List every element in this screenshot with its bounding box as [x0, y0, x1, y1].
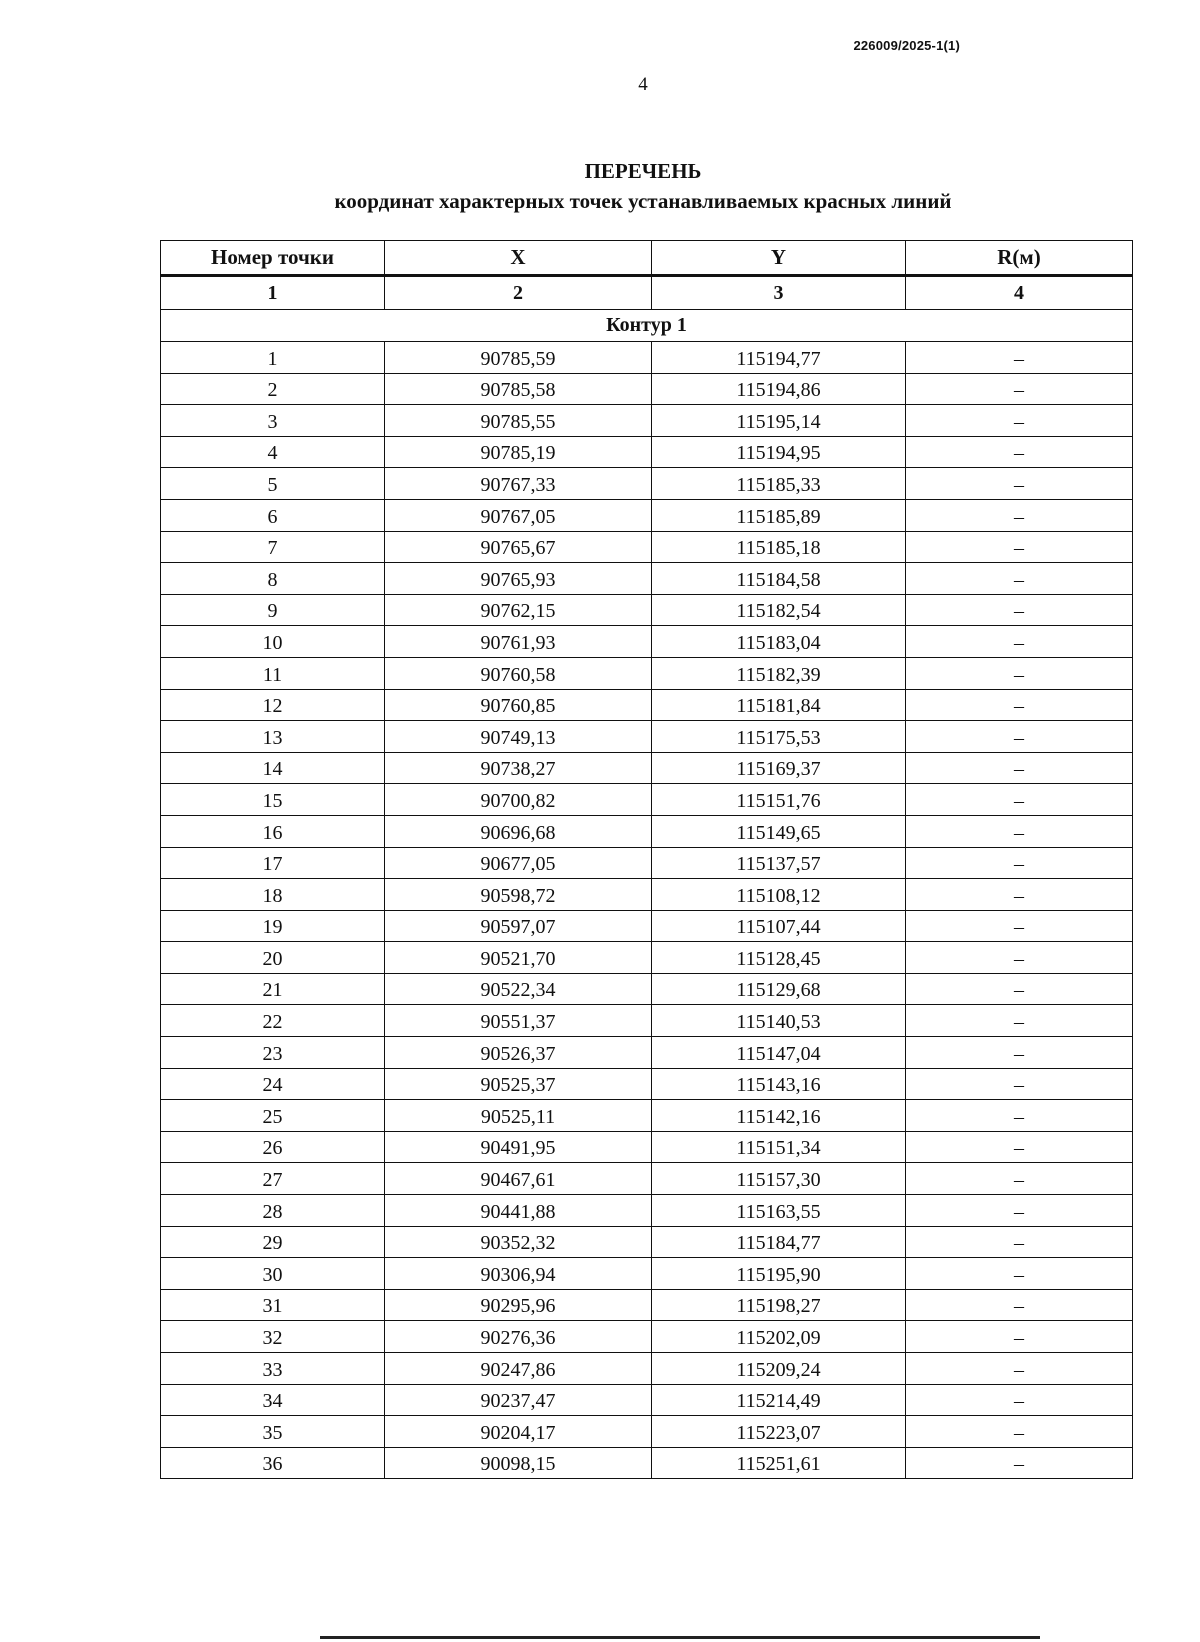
point-number-cell: 2 — [161, 373, 385, 405]
y-cell: 115163,55 — [652, 1195, 906, 1227]
y-cell: 115140,53 — [652, 1005, 906, 1037]
y-cell: 115198,27 — [652, 1289, 906, 1321]
point-number-cell: 4 — [161, 436, 385, 468]
point-number-cell: 34 — [161, 1384, 385, 1416]
table-row — [161, 910, 1133, 942]
point-number-cell: 33 — [161, 1353, 385, 1385]
y-cell: 115128,45 — [652, 942, 906, 974]
x-cell: 90785,59 — [385, 342, 652, 374]
x-cell: 90765,93 — [385, 563, 652, 595]
y-cell: 115137,57 — [652, 847, 906, 879]
radius-cell: – — [906, 1384, 1133, 1416]
footer-divider — [320, 1636, 1040, 1639]
radius-cell: – — [906, 815, 1133, 847]
table-row — [161, 1131, 1133, 1163]
header-x: X — [385, 241, 652, 276]
y-cell: 115185,33 — [652, 468, 906, 500]
x-cell: 90765,67 — [385, 531, 652, 563]
x-cell: 90700,82 — [385, 784, 652, 816]
radius-cell: – — [906, 847, 1133, 879]
table-row — [161, 1258, 1133, 1290]
x-cell: 90760,85 — [385, 689, 652, 721]
radius-cell: – — [906, 1163, 1133, 1195]
point-number-cell: 11 — [161, 657, 385, 689]
y-cell: 115142,16 — [652, 1100, 906, 1132]
y-cell: 115175,53 — [652, 721, 906, 753]
x-cell: 90467,61 — [385, 1163, 652, 1195]
y-cell: 115202,09 — [652, 1321, 906, 1353]
x-cell: 90598,72 — [385, 879, 652, 911]
radius-cell: – — [906, 373, 1133, 405]
y-cell: 115182,54 — [652, 594, 906, 626]
x-cell: 90491,95 — [385, 1131, 652, 1163]
table-row — [161, 1416, 1133, 1448]
x-cell: 90767,05 — [385, 499, 652, 531]
table-row — [161, 1100, 1133, 1132]
y-cell: 115194,86 — [652, 373, 906, 405]
radius-cell: – — [906, 721, 1133, 753]
page-number: 4 — [638, 74, 648, 95]
point-number-cell: 27 — [161, 1163, 385, 1195]
header-radius: R(м) — [906, 241, 1133, 276]
point-number-cell: 24 — [161, 1068, 385, 1100]
point-number-cell: 31 — [161, 1289, 385, 1321]
table-row — [161, 436, 1133, 468]
table-row — [161, 721, 1133, 753]
x-cell: 90522,34 — [385, 973, 652, 1005]
radius-cell: – — [906, 1195, 1133, 1227]
y-cell: 115157,30 — [652, 1163, 906, 1195]
y-cell: 115195,14 — [652, 405, 906, 437]
y-cell: 115151,34 — [652, 1131, 906, 1163]
point-number-cell: 8 — [161, 563, 385, 595]
point-number-cell: 30 — [161, 1258, 385, 1290]
radius-cell: – — [906, 1100, 1133, 1132]
point-number-cell: 7 — [161, 531, 385, 563]
y-cell: 115185,18 — [652, 531, 906, 563]
point-number-cell: 3 — [161, 405, 385, 437]
point-number-cell: 10 — [161, 626, 385, 658]
radius-cell: – — [906, 689, 1133, 721]
radius-cell: – — [906, 499, 1133, 531]
radius-cell: – — [906, 879, 1133, 911]
point-number-cell: 32 — [161, 1321, 385, 1353]
radius-cell: – — [906, 1353, 1133, 1385]
radius-cell: – — [906, 1321, 1133, 1353]
radius-cell: – — [906, 531, 1133, 563]
header-y: Y — [652, 241, 906, 276]
radius-cell: – — [906, 1258, 1133, 1290]
radius-cell: – — [906, 594, 1133, 626]
table-row — [161, 815, 1133, 847]
radius-cell: – — [906, 1037, 1133, 1069]
table-row — [161, 1037, 1133, 1069]
table-row — [161, 1353, 1133, 1385]
table-row — [161, 942, 1133, 974]
table-row — [161, 405, 1133, 437]
x-cell: 90760,58 — [385, 657, 652, 689]
radius-cell: – — [906, 1447, 1133, 1479]
title-line-1: ПЕРЕЧЕНЬ — [584, 159, 702, 183]
point-number-cell: 21 — [161, 973, 385, 1005]
x-cell: 90761,93 — [385, 626, 652, 658]
radius-cell: – — [906, 468, 1133, 500]
point-number-cell: 15 — [161, 784, 385, 816]
x-cell: 90785,19 — [385, 436, 652, 468]
point-number-cell: 12 — [161, 689, 385, 721]
table-header-row — [161, 241, 1133, 276]
table-row — [161, 973, 1133, 1005]
radius-cell: – — [906, 942, 1133, 974]
y-cell: 115223,07 — [652, 1416, 906, 1448]
x-cell: 90098,15 — [385, 1447, 652, 1479]
x-cell: 90295,96 — [385, 1289, 652, 1321]
point-number-cell: 35 — [161, 1416, 385, 1448]
radius-cell: – — [906, 1005, 1133, 1037]
table-row — [161, 373, 1133, 405]
y-cell: 115151,76 — [652, 784, 906, 816]
y-cell: 115108,12 — [652, 879, 906, 911]
y-cell: 115194,77 — [652, 342, 906, 374]
point-number-cell: 5 — [161, 468, 385, 500]
section-row — [161, 310, 1133, 342]
radius-cell: – — [906, 1289, 1133, 1321]
x-cell: 90525,11 — [385, 1100, 652, 1132]
y-cell: 115143,16 — [652, 1068, 906, 1100]
radius-cell: – — [906, 752, 1133, 784]
point-number-cell: 13 — [161, 721, 385, 753]
radius-cell: – — [906, 342, 1133, 374]
x-cell: 90767,33 — [385, 468, 652, 500]
table-row — [161, 1005, 1133, 1037]
y-cell: 115181,84 — [652, 689, 906, 721]
point-number-cell: 25 — [161, 1100, 385, 1132]
radius-cell: – — [906, 1131, 1133, 1163]
radius-cell: – — [906, 1416, 1133, 1448]
y-cell: 115129,68 — [652, 973, 906, 1005]
radius-cell: – — [906, 405, 1133, 437]
table-row — [161, 342, 1133, 374]
x-cell: 90677,05 — [385, 847, 652, 879]
y-cell: 115194,95 — [652, 436, 906, 468]
x-cell: 90551,37 — [385, 1005, 652, 1037]
point-number-cell: 16 — [161, 815, 385, 847]
table-row — [161, 1195, 1133, 1227]
point-number-cell: 23 — [161, 1037, 385, 1069]
y-cell: 115182,39 — [652, 657, 906, 689]
y-cell: 115195,90 — [652, 1258, 906, 1290]
table-row — [161, 879, 1133, 911]
x-cell: 90352,32 — [385, 1226, 652, 1258]
column-number: 4 — [906, 276, 1133, 310]
section-title: Контур 1 — [161, 310, 1133, 342]
table-row — [161, 1447, 1133, 1479]
y-cell: 115169,37 — [652, 752, 906, 784]
table-row — [161, 594, 1133, 626]
y-cell: 115183,04 — [652, 626, 906, 658]
x-cell: 90521,70 — [385, 942, 652, 974]
table-row — [161, 784, 1133, 816]
point-number-cell: 36 — [161, 1447, 385, 1479]
column-number: 1 — [161, 276, 385, 310]
coordinates-table — [160, 240, 1133, 1479]
x-cell: 90762,15 — [385, 594, 652, 626]
radius-cell: – — [906, 910, 1133, 942]
table-row — [161, 499, 1133, 531]
x-cell: 90785,55 — [385, 405, 652, 437]
point-number-cell: 18 — [161, 879, 385, 911]
table-row — [161, 847, 1133, 879]
title-line-2: координат характерных точек устанавливаемых красных линий — [334, 189, 952, 213]
radius-cell: – — [906, 1226, 1133, 1258]
table-row — [161, 1384, 1133, 1416]
table-row — [161, 1068, 1133, 1100]
radius-cell: – — [906, 626, 1133, 658]
x-cell: 90247,86 — [385, 1353, 652, 1385]
y-cell: 115184,58 — [652, 563, 906, 595]
column-number: 3 — [652, 276, 906, 310]
point-number-cell: 22 — [161, 1005, 385, 1037]
y-cell: 115184,77 — [652, 1226, 906, 1258]
x-cell: 90525,37 — [385, 1068, 652, 1100]
radius-cell: – — [906, 1068, 1133, 1100]
table-row — [161, 531, 1133, 563]
point-number-cell: 1 — [161, 342, 385, 374]
table-row — [161, 1321, 1133, 1353]
point-number-cell: 9 — [161, 594, 385, 626]
x-cell: 90738,27 — [385, 752, 652, 784]
radius-cell: – — [906, 973, 1133, 1005]
radius-cell: – — [906, 657, 1133, 689]
table-row — [161, 1226, 1133, 1258]
x-cell: 90785,58 — [385, 373, 652, 405]
point-number-cell: 29 — [161, 1226, 385, 1258]
y-cell: 115251,61 — [652, 1447, 906, 1479]
x-cell: 90597,07 — [385, 910, 652, 942]
column-number: 2 — [385, 276, 652, 310]
table-row — [161, 752, 1133, 784]
column-number-row — [161, 276, 1133, 310]
radius-cell: – — [906, 563, 1133, 595]
x-cell: 90441,88 — [385, 1195, 652, 1227]
point-number-cell: 28 — [161, 1195, 385, 1227]
document-number: 226009/2025-1(1) — [853, 38, 960, 53]
table-row — [161, 689, 1133, 721]
x-cell: 90237,47 — [385, 1384, 652, 1416]
x-cell: 90204,17 — [385, 1416, 652, 1448]
header-point-number: Номер точки — [161, 241, 385, 276]
table-row — [161, 657, 1133, 689]
point-number-cell: 19 — [161, 910, 385, 942]
table-row — [161, 468, 1133, 500]
table-row — [161, 626, 1133, 658]
point-number-cell: 26 — [161, 1131, 385, 1163]
y-cell: 115209,24 — [652, 1353, 906, 1385]
x-cell: 90749,13 — [385, 721, 652, 753]
radius-cell: – — [906, 436, 1133, 468]
y-cell: 115107,44 — [652, 910, 906, 942]
table-row — [161, 1289, 1133, 1321]
y-cell: 115149,65 — [652, 815, 906, 847]
y-cell: 115185,89 — [652, 499, 906, 531]
x-cell: 90526,37 — [385, 1037, 652, 1069]
x-cell: 90306,94 — [385, 1258, 652, 1290]
point-number-cell: 20 — [161, 942, 385, 974]
x-cell: 90696,68 — [385, 815, 652, 847]
radius-cell: – — [906, 784, 1133, 816]
document-title — [0, 156, 1200, 216]
table-row — [161, 563, 1133, 595]
point-number-cell: 17 — [161, 847, 385, 879]
table-row — [161, 1163, 1133, 1195]
point-number-cell: 6 — [161, 499, 385, 531]
y-cell: 115147,04 — [652, 1037, 906, 1069]
y-cell: 115214,49 — [652, 1384, 906, 1416]
point-number-cell: 14 — [161, 752, 385, 784]
x-cell: 90276,36 — [385, 1321, 652, 1353]
